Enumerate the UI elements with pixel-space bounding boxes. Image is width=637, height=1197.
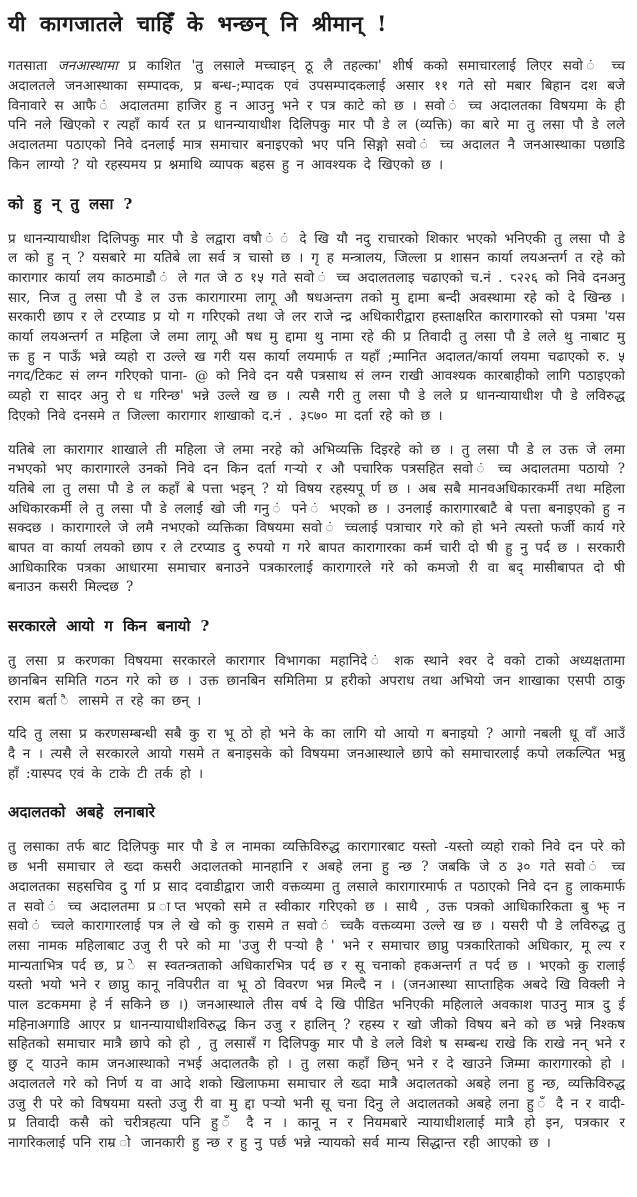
intro-paragraph [8, 57, 625, 175]
section-heading-why-commission: सरकारले आयो ग किन बनायो ? [8, 617, 210, 636]
section-heading-contempt-of-court: अदालतको अबहे लनाबारे [8, 803, 155, 822]
section-1-paragraph-2: यतिबे ला कारागार शाखाले ती महिला जे लमा नरहे को अभिव्यक्ति दिइरहे को छ । तु लसा पौ डे ल उक्त जे लमा नभएको भए कारागारले उनको निवे दन किन दर्ता गऱ्यो र औ पचारिक पत्रसहित सवो ं च्च अदालतमा पठायो ? यतिबे ला तु लसा पौ डे ल कहाँ बे पत्ता भइन् ? यो विषय रहस्यपू र्ण छ । अब सबै मानवअधिकारकर्मी तथा महिला अधिकारकर्मी ले तु लसा पौ डे ललाई खो जी गनु ं पने ं भएको छ । उनलाई कारागारबाटै बे पत्ता बनाइएको हु न सक्दछ । कारागारले जे लमै नभएको व्यक्तिका विषयमा सवो ं च्चलाई पत्राचार गरे को हो भने त्यस्तो फर्जी कार्य गरे बापत वा कार्या लयको छाप र ले टरप्याड दु रुपयो ग गरे बापत कारागारका कर्म चारी दो षी हु नु पर्द छ । सरकारी आधिकारिक पत्रका आधारमा समाचार बनाउने पत्रकारलाई कारागारले गरे को कमजो री वा बद् मासीबापत दो षी बनाउन कसरी मिल्दछ ? [8, 441, 625, 596]
section-heading-who-is-tulasa: को हु न् तु लसा ? [8, 194, 133, 213]
section-3-paragraph-1: तु लसाका तर्फ बाट दिलिपकु मार पौ डे ल नामका व्यक्तिविरुद्ध कारागारबाट यस्तो -यस्तो व्यहो राको निवे दन परे को छ भनी समाचार ले ख्दा कसरी अदालतको मानहानि र अबहे लना हु न्छ ? जबकि जे ठ ३० गते सवो ं च्च अदालतका सहसचिव दु र्गा प्र साद दवाडीद्वारा जारी वक्तव्यमा तु लसाले कारागारमार्फ त पठाएको निवे दन हु लाकमार्फ त सवो ं च्च अदालतमा प्र ाप्त भएको समे त स्वीकार गरिएको छ । साथै , उक्त पत्रको आधिकारिकता बु झ् न सवो ं च्चले कारागारलाई पत्र ले खे को कु रासमे त सवो ं च्चकै वक्तव्यमा उल्ले ख छ । यसरी पौ डे लविरुद्ध तु लसा नामक महिलाबाट उजु री परे को मा 'उजु री पऱ्यो है ' भने र समाचार छाप्नु पत्रकारिताको अधिकार, मू ल्य र मान्यताभित्र पर्द छ, प्र े स स्वतन्त्रताको अधिकारभित्र पर्द छ र सू चनाको हकअन्तर्ग त पर्द छ । भएको कु रालाई यस्तो भयो भने र छाप्नु कानू नविपरीत वा भू ठो विवरण भन्न मिल्दै न । (जनआस्था साप्ताहिक अबदे खि विक्ली ने पाल डटकममा हे र्न सकिने छ ।) जनआस्थाले तीस वर्ष दे खि पीडित भनिएकी महिलाले अवकाश पाउनु मात्र दु ई महिनाअगाडि आएर प्र धानन्यायाधीशविरुद्ध किन उजु र हालिन् ? रहस्य र खो जीको विषय बने को छ भन्ने निश्कष सहितको समाचार मात्रै छापे को हो , तु लसासँ ग दिलिपकु मार पौ डे लले विशे ष सम्बन्ध राखे कि राखे नन् भने र छु ट् याउने काम जनआस्थाको नभई अदालतकै हो । तु लसा कहाँ छिन् भने र दे खाउने जिम्मा कारागारको हो । अदालतले गरे को निर्ण य वा आदे शको खिलाफमा समाचार ले ख्दा मात्रै अदालतको अबहे लना हु न्छ, व्यक्तिविरुद्ध उजु री परे को विषयमा यस्तो उजु री वा मु द्दा पऱ्यो भनी सू चना दिनु ले अदालतको अबहे लना हु ँ दै न र वादी-प्र तिवादी कसै को चरीत्रहत्या पनि हु ँ दै न । कानू न र नियमबारे न्यायाधीशलाई मात्रै हो इन, पत्रकार र नागरिकलाई पनि राम्र ो जानकारी हु न्छ र हु नु पर्छ भन्ने न्यायको सर्व मान्य सिद्धान्त रही आएको छ । [8, 839, 625, 1151]
intro-rest-text: प्र काशित 'तु लसाले मच्चाइन् ठू लै तहल्का' शीर्ष कको समाचारलाई लिएर सवो ं च्च अदालतले जनआस्थाका सम्पादक, प्र बन्ध-;म्पादक एवं उपसम्पादकलाई असार ११ गते सो मबार बिहान दश बजे विनावारे स आफै ं अदालतमा हाजिर हु न आउनु भने र पत्र काटे को छ । सवो ं च्च अदालतका विषयमा के ही पनि नले खिएको र त्यहाँ कार्य रत प्र धानन्यायाधीश दिलिपकु मार पौ डे ल (व्यक्ति) का बारे मा तु लसा पौ डे लले अदालतमा पठाएको निवे दनलाई मात्र समाचार बनाइएको भए पनि सिङ्गो सवो ं च्च अदालत नै जनआस्थाका पछाडि किन लाग्यो ? यो रहस्यमय प्र श्नमाथि व्यापक बहस हु न आवश्यक दे खिएको छ । [8, 58, 625, 173]
section-2-paragraph-1: तु लसा प्र करणका विषयमा सरकारले कारागार विभागका महानिदे ं शक स्थाने श्वर दे वको टाको अध्यक्षतामा छानबिन समिति गठन गरे को छ । उक्त छानबिन समितिमा प्र हरीको अपराध तथा अभियो जन शाखाका एसपी ठाकु रराम बर्ता ै लासमे त रहे का छन् । [8, 653, 625, 709]
section-1-paragraph-1: प्र धानन्यायाधीश दिलिपकु मार पौ डे लद्वारा वषौ ं ं दे खि यौ नदु राचारको शिकार भएको भनिएकी तु लसा पौ डे ल को हु न् ? यसबारे मा यतिबे ला सर्व त्र चासो छ । गृ ह मन्त्रालय, जिल्ला प्र शासन कार्या लयअन्तर्ग त रहे को कारागार कार्या लय काठमाडौ ं ले गत जे ठ १५ गते सवो ं च्च अदालतलाइ चढाएको च.नं . ८२२६ को निवे दनअनु सार, निज तु लसा पौ डे ल उक्त कारागारमा लागू औ षधअन्तग तको मु द्दामा बन्दी अवस्थामा रहे को दे खिन्छ । सरकारी छाप र ले टरप्याड प्र यो ग गरिएको तथा जे लर राजे न्द्र अधिकारीद्वारा हस्ताक्षरित कारागारको सो पत्रमा 'यस कार्या लयअन्तर्ग त महिला जे लमा लागू औ षध मु द्दामा थु नामा रहे की प्र तिवादी तु लसा पौ डे लले थु नाबाट मु क्त हु न पाऊँ भन्ने व्यहो रा उल्ले ख गरी यस कार्या लयमार्फ त यहाँ ;म्मानित अदालत/कार्या लयमा चढाएको रु. ५ नगद/टिकट सं लग्न गरिएको पाना- @ को निवे दन यसै पत्रसाथ सं लग्न राखी आवश्यक कारबाहीको लागि पठाइएको व्यहो रा सादर अनु रो ध गरिन्छ' भन्ने उल्ले ख छ । त्यसै गरी तु लसा पौ डे लले प्र धानन्यायाधीश पौ डे लविरुद्ध दिएको निवे दनसमे त जिल्ला कारागार शाखाको द.नं . ३८७० मा दर्ता रहे को छ । [8, 230, 625, 424]
intro-lead-text: गतसाता [8, 58, 58, 75]
publication-name: जनआस्थामा [57, 58, 118, 75]
section-2-paragraph-2: यदि तु लसा प्र करणसम्बन्धी सबै कु रा भू ठो हो भने के का लागि यो आयो ग बनाइयो ? आगो नबली धू वाँ आउँ दै न । त्यसै ले सरकारले आयो गसमे त बनाइसके को विषयमा जनआस्थाले छापे को समाचारलाई कपो लकल्पित भन्नु हाँ :यास्पद एवं के टाके टी तर्क हो । [8, 726, 625, 782]
page-title: यी कागजातले चाहिँ के भन्छन् नि श्रीमान् ! [8, 11, 387, 36]
